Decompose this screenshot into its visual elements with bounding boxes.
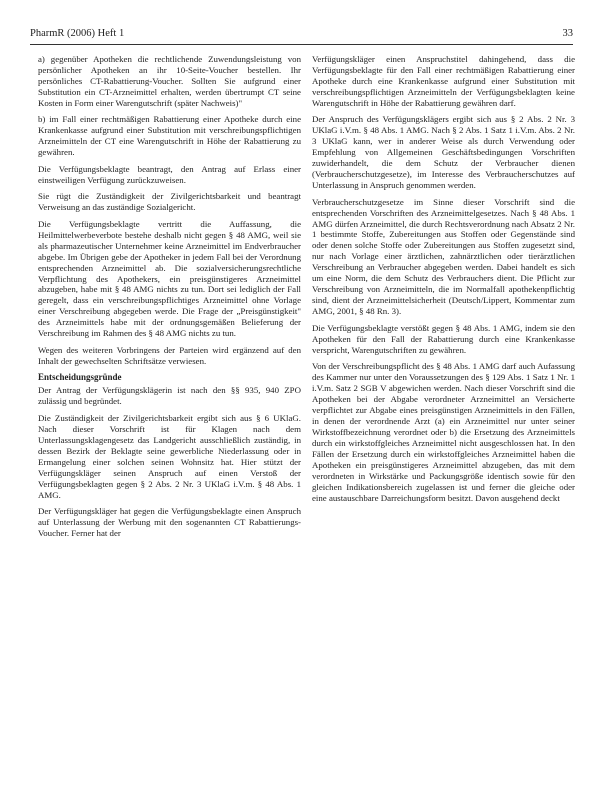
running-header [30, 28, 573, 44]
paragraph: Die Zuständigkeit der Zivilgerichtsbarkeit ergibt sich aus § 6 UKlaG. Nach dieser Vorschrift ist für Klagen nach dem Unterlassungsklagengesetz das Landgericht ausschließlich zuständig, in dessen Bezirk der Beklagte seine gewerbliche Niederlassung oder in Ermangelung einer solchen seinen Wohnsitz hat. Hier stützt der Verfügungskläger seinen Anspruch auf einen Verstoß der Verfügungsbeklagten gegen § 2 Abs. 2 Nr. 3 UKlaG i.V.m. § 48 Abs. 1 AMG. [38, 412, 301, 500]
paragraph: Verfügungskläger einen Anspruchstitel dahingehend, dass die Verfügungsbeklagte für den Fall einer rechtmäßigen Rabattierung einer Apotheke durch eine Krankenkasse aufgrund einer Substitution mit verschreibungspflichtigen Arzneimitteln der Verfügungsbeklagten keine Warengutschrift in Höhe der Rabattierung gewähren darf. [312, 54, 575, 108]
paragraph: Die Verfügungsbeklagte vertritt die Auffassung, die Heilmittelwerbeverbote bestehe deshalb nicht gegen § 48 AMG, weil sie als pharmazeutischer Unternehmer keine Arzneimittel im Endverbraucher abgebe. Im Übrigen gebe der Apotheker in jedem Fall bei der Verordnung entsprechenden Arzneimittel ab. Die sozialversicherungsrechtliche Verpflichtung des Apothekers, ein preisgünstigeres Arzneimittel abzugeben, habe mit § 48 AMG nichts zu tun. Dort sei lediglich der Fall geregelt, dass ein verschreibungspflichtiges Arzneimittel ohne Vorlage einer Verschreibung abgegeben werde. Die Frage der „Preisgünstigkeit" des Arzneimittels habe mit der ordnungsgemäßen Belieferung der Verschreibung im Rahmen des § 48 AMG nichts zu tun. [38, 218, 301, 339]
page-number: 33 [562, 28, 573, 39]
journal-citation: PharmR (2006) Heft 1 [30, 28, 125, 39]
section-heading: Entscheidungsgründe [38, 372, 122, 383]
paragraph: Die Verfügungsbeklagte beantragt, den Antrag auf Erlass einer einstweiligen Verfügung zurückzuweisen. [38, 163, 301, 185]
paragraph: a) gegenüber Apotheken die rechtlichende Zuwendungsleistung von persönlicher Apotheken an ihr 10-Seite-Voucher bestellen. Ihr persönliches CT-Rabattierung-Voucher. Sollten Sie aufgrund einer Substitution ein CT-Arzneimittel erhalten, werden übertrumpt CT seine Kosten in Form einer Warengutschrift (später Nachweis)" [38, 54, 301, 108]
left-column [38, 54, 301, 545]
paragraph: Der Anspruch des Verfügungsklägers ergibt sich aus § 2 Abs. 2 Nr. 3 UKlaG i.V.m. § 48 Abs. 1 AMG. Nach § 2 Abs. 1 Satz 1 i.V.m. Abs. 2 Nr. 3 UKlaG kann, wer in anderer Weise als durch Verwendung oder Empfehlung von Allgemeinen Geschäftsbedingungen Vorschriften zuwiderhandelt, die dem Schutz der Verbraucher dienen (Verbraucherschutzgesetze), im Interesse des Verbraucherschutzes auf Unterlassung in Anspruch genommen werden. [312, 114, 575, 191]
paragraph: Sie rügt die Zuständigkeit der Zivilgerichtsbarkeit und beantragt Verweisung an das zuständige Sozialgericht. [38, 191, 301, 213]
paragraph: Von der Verschreibungspflicht des § 48 Abs. 1 AMG darf auch Aufassung des Kammer nur unter den Voraussetzungen des § 129 Abs. 1 Satz 1 Nr. 1 i.V.m. Satz 2 SGB V abgewichen werden. Nach dieser Vorschrift sind die Apotheken bei der Abgabe verordneter Arzneimittel an Versicherte verpflichtet zur Abgabe eines preisgünstigen Arzneimittels in den Fällen, in denen der verordnende Arzt (a) ein Arzneimittel nur unter seiner Wirkstoffbezeichnung verordnet oder b) die Ersetzung des Arzneimittels durch ein wirkstoffgleiches Arzneimittel nicht ausgeschlossen hat. In den Fällen der Ersetzung durch ein wirkstoffgleiches Arzneimittel haben die Apotheken ein preisgünstigeres Arzneimittel abzugeben, das mit dem verordneten in Wirkstärke und Packungsgröße identisch sowie für den gleichen Indikationsbereich zugelassen ist und ferner die gleiche oder eine austauschbare Darreichungsform besitzt. Davon ausgehend deckt [312, 361, 575, 503]
right-column [312, 54, 575, 509]
paragraph: Wegen des weiteren Vorbringens der Parteien wird ergänzend auf den Inhalt der gewechselten Schriftsätze verwiesen. [38, 344, 301, 366]
paragraph: Verbraucherschutzgesetze im Sinne dieser Vorschrift sind die entsprechenden Vorschriften des Arzneimittelgesetzes. Nach § 48 Abs. 1 AMG dürfen Arzneimittel, die durch Rechtsverordnung nach Absatz 2 Nr. 1 bestimmte Stoffe, Zubereitungen aus Stoffen oder Gegenstände sind oder denen solche Stoffe oder Zubereitungen aus Stoffen zugesetzt sind, nur nach Vorlage einer ärztlichen, zahnärztlichen oder tierärztlichen Verschreibung an Verbraucher abgegeben werden. Dabei handelt es sich um eine Norm, die dem Schutz des Verbrauchers dient. Die Pflicht zur Verschreibung von Arzneimitteln, die im Normalfall apothekenpflichtig sind, dient der Arzneimittelsicherheit (Deutsch/Lippert, Kommentar zum AMG, 2001, § 48 Rn. 3). [312, 196, 575, 317]
paragraph: Der Verfügungskläger hat gegen die Verfügungsbeklagte einen Anspruch auf Unterlassung der Werbung mit den sogenannten CT Rabattierungs-Voucher. Ferner hat der [38, 506, 301, 538]
paragraph: b) im Fall einer rechtmäßigen Rabattierung einer Apotheke durch eine Krankenkasse aufgrund einer Substitution mit verschreibungspflichtigen Arzneimitteln der CT eine Warengutschrift in Höhe der Rabattierung zu gewähren. [38, 114, 301, 158]
header-rule [30, 44, 573, 45]
paragraph: Der Antrag der Verfügungsklägerin ist nach den §§ 935, 940 ZPO zulässig und begründet. [38, 385, 301, 407]
paragraph: Die Verfügungsbeklagte verstößt gegen § 48 Abs. 1 AMG, indem sie den Apotheken für den Fall der Rabattierung durch eine Krankenkasse verspricht, Warengutschriften zu gewähren. [312, 322, 575, 355]
